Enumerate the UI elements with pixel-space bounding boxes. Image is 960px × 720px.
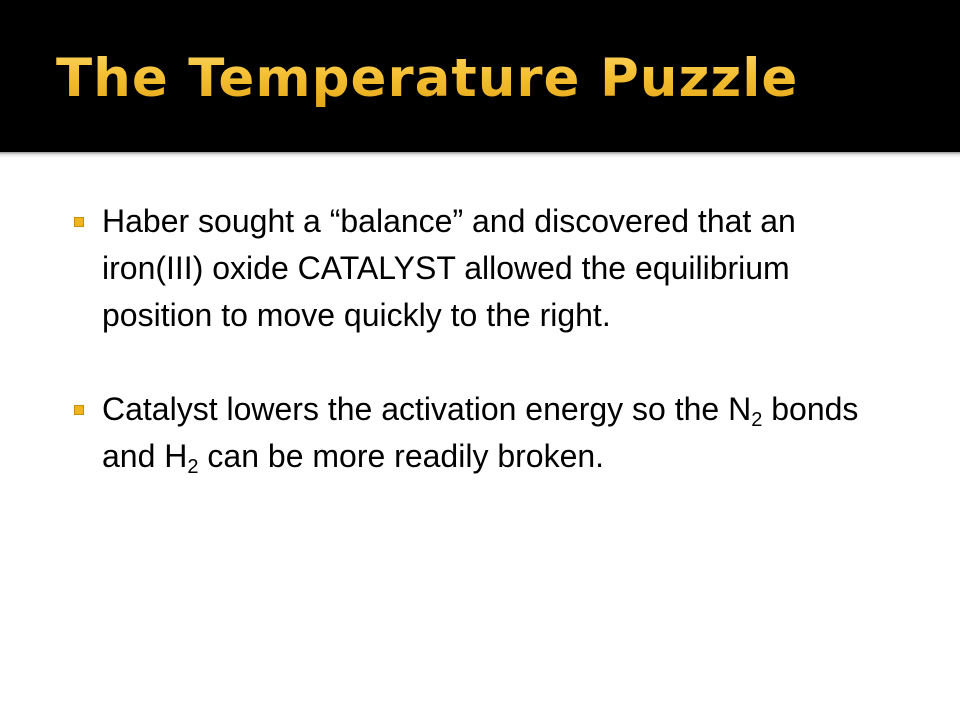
square-bullet-icon [74,217,84,227]
bullet-text-part: can be more readily broken. [198,438,605,474]
bullet-text [102,391,859,478]
bullet-item [72,386,902,480]
bullet-item [72,198,902,339]
square-bullet-icon [74,405,84,415]
bullet-text-part: Catalyst lowers the activation energy so the N [102,391,752,427]
subscript-2: 2 [187,456,199,478]
bullet-text-part: bonds and H [102,391,859,474]
bullet-list [72,198,902,527]
slide-title: The Temperature Puzzle [56,44,798,114]
bullet-text: Haber sought a “balance” and discovered that an iron(III) oxide CATALYST allowed the equilibrium position to move quickly to the right. [102,203,796,333]
slide-content [0,158,960,720]
title-bar [0,0,960,152]
subscript-2: 2 [751,409,763,431]
